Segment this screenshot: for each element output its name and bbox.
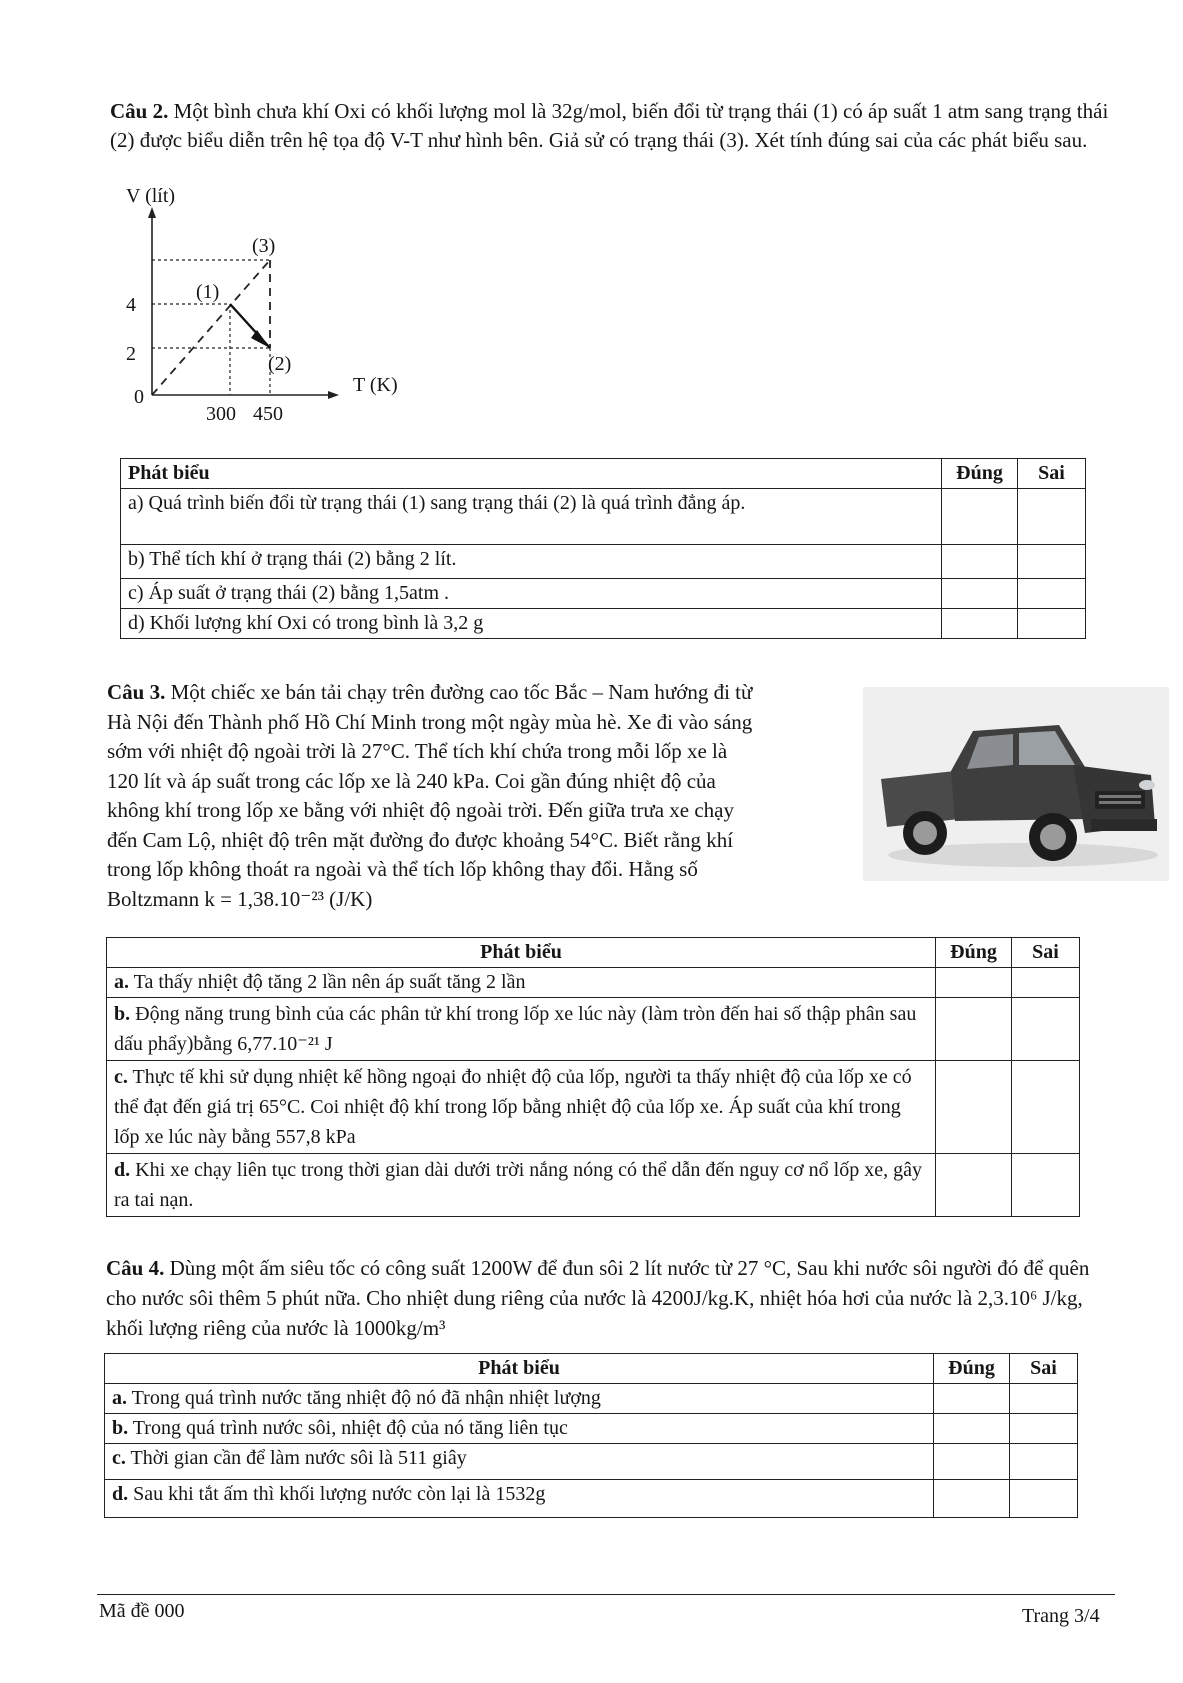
false-cell[interactable] bbox=[1012, 968, 1080, 998]
false-cell[interactable] bbox=[1010, 1480, 1078, 1518]
row-label: b. bbox=[112, 1417, 129, 1439]
false-cell[interactable] bbox=[1010, 1444, 1078, 1480]
row-text: Thực tế khi sử dụng nhiệt kế hồng ngoại đo nhiệt độ của lốp, người ta thấy nhiệt độ của lốp xe có thể đạt đến giá trị 65°C. Coi nhiệt độ khí trong lốp bằng nhiệt độ của lốp xe. Áp suất của khí trong lốp xe lúc này bằng 557,8 kPa bbox=[114, 1066, 912, 1148]
false-cell[interactable] bbox=[1018, 489, 1086, 545]
true-cell[interactable] bbox=[934, 1480, 1010, 1518]
v-tick-4: 4 bbox=[126, 294, 136, 316]
false-cell[interactable] bbox=[1012, 1154, 1080, 1217]
true-cell[interactable] bbox=[934, 1444, 1010, 1480]
q3-line bbox=[107, 678, 852, 708]
origin-label: 0 bbox=[134, 386, 144, 408]
q3-row-c bbox=[107, 1061, 936, 1154]
table-row bbox=[121, 545, 1086, 579]
q2-text: Một bình chưa khí Oxi có khối lượng mol là 32g/mol, biến đổi từ trạng thái (1) có áp suất 1 atm sang trạng thái (2) được biểu diễn trên hệ tọa độ V-T như hình bên. Giả sử có trạng thái (3). Xét tính đúng sai của các phát biểu sau. bbox=[110, 99, 1109, 152]
row-label: d. bbox=[114, 1159, 131, 1181]
v-axis-label: V (lít) bbox=[126, 185, 176, 207]
q3-label: Câu 3. bbox=[107, 680, 166, 704]
table-row bbox=[121, 489, 1086, 545]
row-text: Trong quá trình nước sôi, nhiệt độ của nó tăng liên tục bbox=[132, 1417, 568, 1439]
false-cell[interactable] bbox=[1018, 609, 1086, 639]
row-text: Sau khi tắt ấm thì khối lượng nước còn lại là 1532g bbox=[133, 1483, 546, 1505]
table-row bbox=[107, 1061, 1080, 1154]
exam-code: Mã đề 000 bbox=[99, 1600, 185, 1622]
q4-header-statement: Phát biểu bbox=[105, 1354, 934, 1384]
v-axis-arrow-icon bbox=[148, 207, 156, 218]
footer-rule bbox=[97, 1594, 1115, 1595]
q4-header-false: Sai bbox=[1010, 1354, 1078, 1384]
table-row bbox=[105, 1444, 1078, 1480]
t-tick-450: 450 bbox=[253, 403, 283, 425]
table-header-row bbox=[107, 938, 1080, 968]
q3-header-statement: Phát biểu bbox=[107, 938, 936, 968]
q4-row-b bbox=[105, 1414, 934, 1444]
row-text: Thời gian cần để làm nước sôi là 511 giây bbox=[130, 1447, 467, 1469]
q3-row-d bbox=[107, 1154, 936, 1217]
q3-line: đến Cam Lộ, nhiệt độ trên mặt đường đo được khoảng 54°C. Biết rằng khí bbox=[107, 827, 734, 852]
q4-text: Dùng một ấm siêu tốc có công suất 1200W để đun sôi 2 lít nước từ 27 °C, Sau khi nước sôi người đó để quên cho nước sôi thêm 5 phút nữa. Cho nhiệt dung riêng của nước là 4200J/kg.K, nhiệt hóa hơi của nước là 2,3.10⁶ J/kg, khối lượng riêng của nước là 1000kg/m³ bbox=[106, 1256, 1090, 1340]
table-row bbox=[107, 998, 1080, 1061]
table-row bbox=[107, 968, 1080, 998]
q2-header-statement: Phát biểu bbox=[121, 459, 942, 489]
q3-row-b bbox=[107, 998, 936, 1061]
q2-table bbox=[120, 458, 1086, 639]
process-arrow-icon bbox=[251, 330, 270, 348]
table-header-row bbox=[121, 459, 1086, 489]
q4-header-true: Đúng bbox=[934, 1354, 1010, 1384]
row-label: a. bbox=[114, 971, 129, 993]
q2-label: Câu 2. bbox=[110, 99, 169, 123]
q3-line: sớm với nhiệt độ ngoài trời là 27°C. Thể tích khí chứa trong mỗi lốp xe là bbox=[107, 739, 728, 763]
pickup-truck-icon bbox=[863, 687, 1169, 881]
q2-header-true: Đúng bbox=[942, 459, 1018, 489]
false-cell[interactable] bbox=[1010, 1384, 1078, 1414]
row-text: Ta thấy nhiệt độ tăng 2 lần nên áp suất tăng 2 lần bbox=[133, 971, 526, 993]
true-cell[interactable] bbox=[942, 579, 1018, 609]
pickup-truck-image bbox=[863, 687, 1169, 881]
table-header-row bbox=[105, 1354, 1078, 1384]
q3-line: 120 lít và áp suất trong các lốp xe là 240 kPa. Coi gần đúng nhiệt độ của bbox=[107, 768, 716, 793]
false-cell[interactable] bbox=[1010, 1414, 1078, 1444]
table-row bbox=[105, 1414, 1078, 1444]
q3-header-false: Sai bbox=[1012, 938, 1080, 968]
page-number: Trang 3/4 bbox=[1022, 1605, 1100, 1627]
table-row bbox=[105, 1480, 1078, 1518]
q2-row-a: a) Quá trình biến đổi từ trạng thái (1) sang trạng thái (2) là quá trình đẳng áp. bbox=[121, 489, 942, 545]
row-label: a. bbox=[112, 1387, 127, 1409]
t-axis-label: T (K) bbox=[353, 374, 398, 396]
true-cell[interactable] bbox=[934, 1414, 1010, 1444]
false-cell[interactable] bbox=[1018, 579, 1086, 609]
q3-line: trong lốp không thoát ra ngoài và thể tích lốp không thay đổi. Hằng số bbox=[107, 857, 698, 881]
t-axis-arrow-icon bbox=[328, 391, 339, 399]
t-tick-300: 300 bbox=[206, 403, 236, 425]
q3-header-true: Đúng bbox=[936, 938, 1012, 968]
q4-row-d bbox=[105, 1480, 934, 1518]
point-2-label: (2) bbox=[268, 353, 292, 375]
true-cell[interactable] bbox=[942, 545, 1018, 579]
true-cell[interactable] bbox=[942, 609, 1018, 639]
true-cell[interactable] bbox=[936, 998, 1012, 1061]
table-row bbox=[121, 579, 1086, 609]
row-label: c. bbox=[112, 1447, 126, 1469]
q2-row-c: c) Áp suất ở trạng thái (2) bằng 1,5atm . bbox=[121, 579, 942, 609]
v-tick-2: 2 bbox=[126, 343, 136, 365]
row-label: c. bbox=[114, 1066, 128, 1088]
vt-graph bbox=[110, 180, 410, 425]
q2-header-false: Sai bbox=[1018, 459, 1086, 489]
false-cell[interactable] bbox=[1012, 998, 1080, 1061]
table-row bbox=[105, 1384, 1078, 1414]
row-label: b. bbox=[114, 1003, 131, 1025]
q3-line-text: Một chiếc xe bán tải chạy trên đường cao tốc Bắc – Nam hướng đi từ bbox=[170, 680, 753, 704]
row-text: Động năng trung bình của các phân tử khí trong lốp xe lúc này (làm tròn đến hai số thập phân sau dấu phẩy)bằng 6,77.10⁻²¹ J bbox=[114, 1003, 917, 1055]
q4-paragraph bbox=[106, 1253, 1116, 1343]
true-cell[interactable] bbox=[936, 1154, 1012, 1217]
q2-row-b: b) Thể tích khí ở trạng thái (2) bằng 2 lít. bbox=[121, 545, 942, 579]
point-1-label: (1) bbox=[196, 281, 220, 303]
q4-label: Câu 4. bbox=[106, 1256, 165, 1280]
q2-paragraph bbox=[110, 97, 1110, 155]
q3-line: Hà Nội đến Thành phố Hồ Chí Minh trong một ngày mùa hè. Xe đi vào sáng bbox=[107, 709, 753, 734]
table-row bbox=[121, 609, 1086, 639]
row-label: d. bbox=[112, 1483, 129, 1505]
q2-row-d: d) Khối lượng khí Oxi có trong bình là 3,2 g bbox=[121, 609, 942, 639]
q4-table bbox=[104, 1353, 1078, 1518]
q4-row-a bbox=[105, 1384, 934, 1414]
true-cell[interactable] bbox=[934, 1384, 1010, 1414]
q3-table bbox=[106, 937, 1080, 1217]
true-cell[interactable] bbox=[936, 1061, 1012, 1154]
true-cell[interactable] bbox=[936, 968, 1012, 998]
true-cell[interactable] bbox=[942, 489, 1018, 545]
q3-paragraph bbox=[107, 678, 852, 914]
row-text: Khi xe chạy liên tục trong thời gian dài dưới trời nắng nóng có thể dẫn đến nguy cơ nổ lốp xe, gây ra tai nạn. bbox=[114, 1159, 922, 1211]
false-cell[interactable] bbox=[1018, 545, 1086, 579]
table-row bbox=[107, 1154, 1080, 1217]
q3-row-a bbox=[107, 968, 936, 998]
false-cell[interactable] bbox=[1012, 1061, 1080, 1154]
q3-line: không khí trong lốp xe bằng với nhiệt độ ngoài trời. Đến giữa trưa xe chạy bbox=[107, 798, 735, 822]
q4-row-c bbox=[105, 1444, 934, 1480]
q3-line: Boltzmann k = 1,38.10⁻²³ (J/K) bbox=[107, 886, 373, 911]
point-3-label: (3) bbox=[252, 235, 276, 257]
row-text: Trong quá trình nước tăng nhiệt độ nó đã nhận nhiệt lượng bbox=[131, 1387, 601, 1409]
